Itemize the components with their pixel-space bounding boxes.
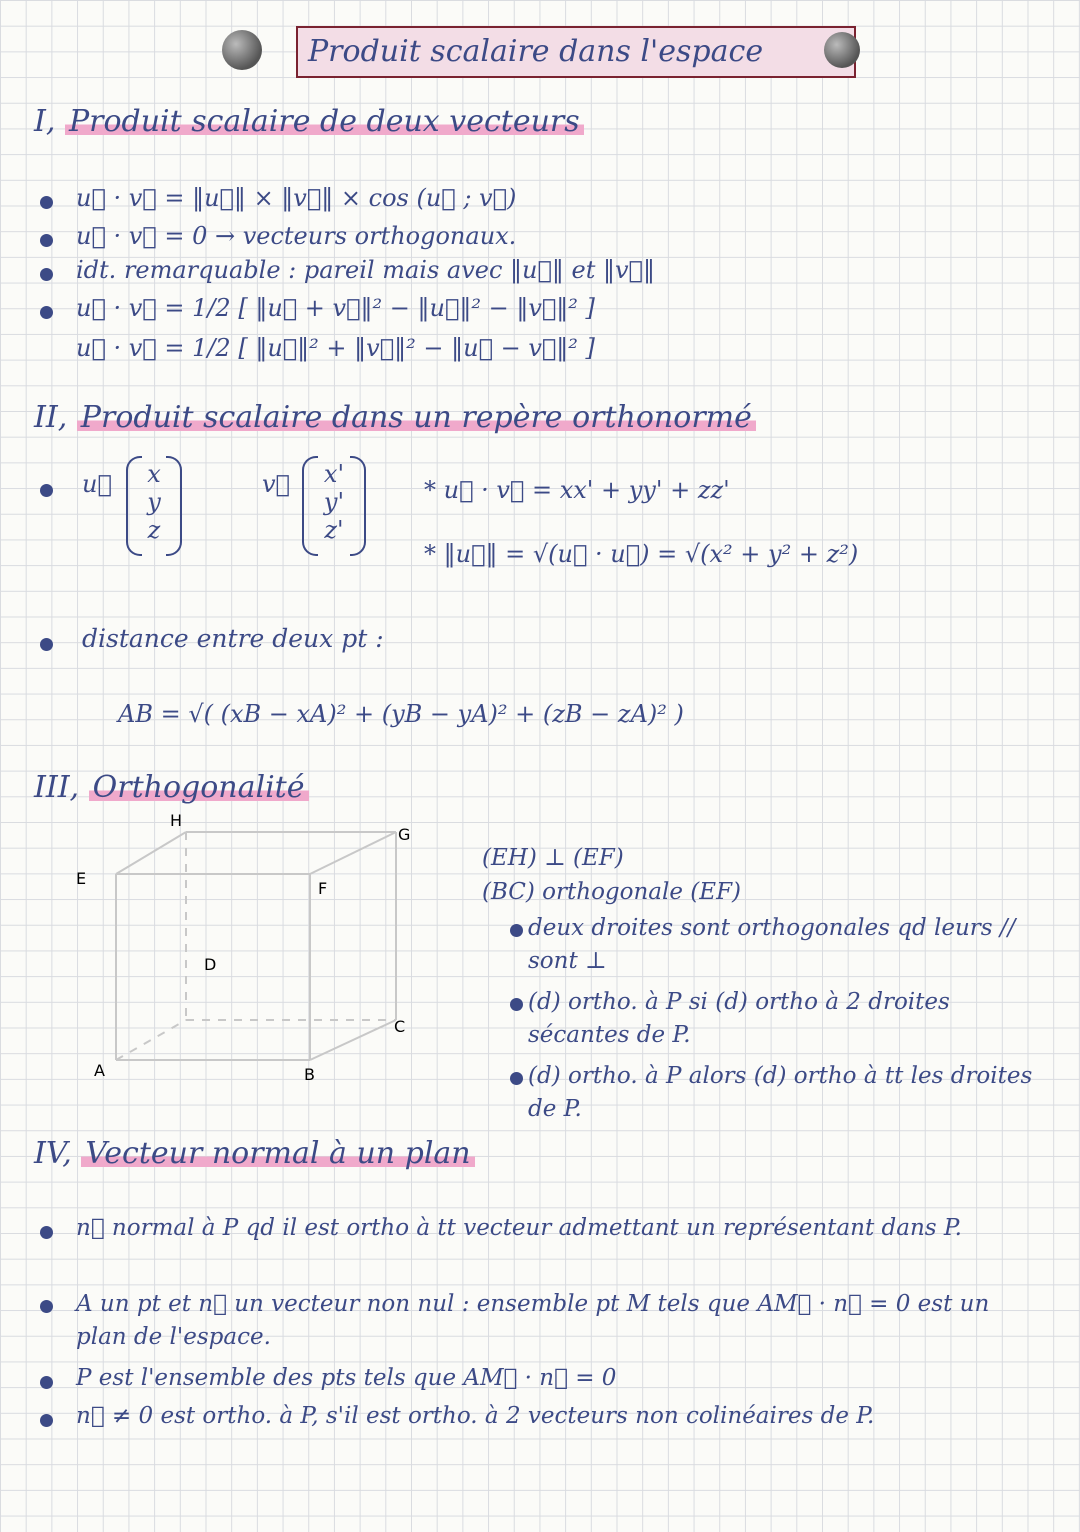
orthogonality-bullet: deux droites sont orthogonales qd leurs // sont ⊥ (528, 915, 1016, 974)
section-3-heading (34, 770, 309, 805)
stamp-icon (222, 30, 262, 70)
bullet-icon (40, 638, 53, 651)
vertex-label-h: H (170, 811, 183, 830)
bullet-icon (40, 196, 53, 209)
bullet-icon (40, 306, 53, 319)
vertex-label-c: C (394, 1017, 406, 1036)
coord: x' (323, 460, 345, 488)
vector-v-label: v⃗ (262, 470, 290, 498)
vertex-label-d: D (204, 955, 217, 974)
section-title: Produit scalaire dans un repère orthonormé (77, 400, 756, 435)
vertex-label-a: A (94, 1061, 105, 1080)
bullet-icon (510, 998, 523, 1011)
formula-line: u⃗ · v⃗ = 0 → vecteurs orthogonaux. (76, 222, 517, 250)
coord: z' (324, 516, 344, 544)
vector-u-label: u⃗ (82, 470, 112, 498)
normal-vector-bullet: n⃗ ≠ 0 est ortho. à P, s'il est ortho. à 2 vecteurs non colinéaires de P. (76, 1403, 875, 1429)
section-2-heading (34, 400, 756, 435)
section-title: Vecteur normal à un plan (81, 1136, 474, 1171)
distance-label: distance entre deux pt : (82, 624, 384, 653)
coord: y' (323, 488, 345, 516)
formula-line: u⃗ · v⃗ = 1/2 [ ‖u⃗‖² + ‖v⃗‖² − ‖u⃗ − v⃗‖² ] (76, 334, 595, 362)
section-1-heading (34, 104, 584, 139)
bullet-icon (40, 484, 53, 497)
bullet-icon (40, 268, 53, 281)
stamp-icon (824, 32, 860, 68)
bullet-icon (40, 1300, 53, 1313)
orthogonality-note: (BC) orthogonale (EF) (482, 879, 741, 905)
bullet-icon (40, 1414, 53, 1427)
norm-formula: * ‖u⃗‖ = √(u⃗ · u⃗) = √(x² + y² + z²) (424, 540, 859, 568)
coord: x (147, 460, 161, 488)
section-number: I, (34, 104, 56, 139)
bullet-icon (510, 924, 523, 937)
coord: y (147, 488, 161, 516)
vertex-label-g: G (398, 825, 411, 844)
section-number: IV, (34, 1136, 72, 1171)
orthogonality-bullet: (d) ortho. à P si (d) ortho à 2 droites sécantes de P. (528, 989, 950, 1048)
vector-v-coords (312, 460, 356, 550)
section-title: Orthogonalité (89, 770, 309, 805)
vertex-label-e: E (76, 869, 87, 888)
bullet-icon (510, 1072, 523, 1085)
section-number: II, (34, 400, 68, 435)
orthogonality-bullet: (d) ortho. à P alors (d) ortho à tt les droites de P. (528, 1063, 1033, 1122)
dot-product-formula: * u⃗ · v⃗ = xx' + yy' + zz' (424, 476, 730, 504)
section-number: III, (34, 770, 80, 805)
orthogonality-note: (EH) ⊥ (EF) (482, 845, 624, 871)
section-title: Produit scalaire de deux vecteurs (65, 104, 584, 139)
distance-formula: AB = √( (xB − xA)² + (yB − yA)² + (zB − zA)² ) (118, 700, 684, 728)
bullet-icon (40, 1226, 53, 1239)
formula-line: idt. remarquable : pareil mais avec ‖u⃗‖ et ‖v⃗‖ (76, 256, 655, 284)
page-title: Produit scalaire dans l'espace (296, 26, 856, 78)
normal-vector-bullet: n⃗ normal à P qd il est ortho à tt vecteur admettant un représentant dans P. (76, 1215, 962, 1241)
vertex-label-b: B (304, 1065, 315, 1084)
section-4-heading (34, 1136, 475, 1171)
normal-vector-bullet: A un pt et n⃗ un vecteur non nul : ensemble pt M tels que AM⃗ · n⃗ = 0 est un plan de l'espace. (76, 1291, 990, 1350)
bullet-icon (40, 234, 53, 247)
vector-u-coords (136, 460, 172, 550)
vertex-label-f: F (318, 879, 328, 898)
formula-line: u⃗ · v⃗ = 1/2 [ ‖u⃗ + v⃗‖² − ‖u⃗‖² − ‖v⃗‖² ] (76, 294, 595, 322)
coord: z (147, 516, 161, 544)
bullet-icon (40, 1376, 53, 1389)
normal-vector-bullet: P est l'ensemble des pts tels que AM⃗ · n⃗ = 0 (76, 1365, 617, 1391)
cube-diagram (60, 810, 440, 1100)
formula-line: u⃗ · v⃗ = ‖u⃗‖ × ‖v⃗‖ × cos (u⃗ ; v⃗) (76, 184, 517, 212)
